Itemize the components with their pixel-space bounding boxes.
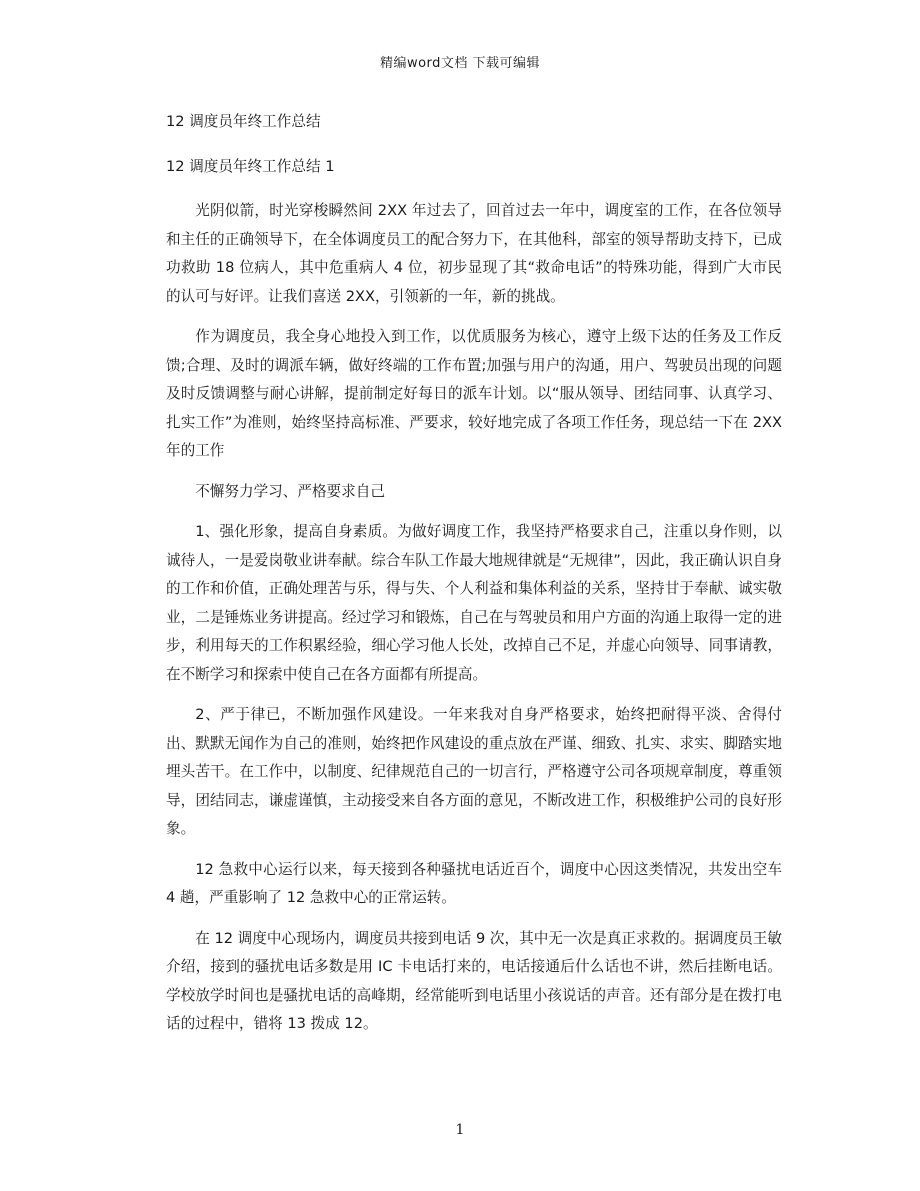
page-header: 精编word文档 下载可编辑 [379,56,541,71]
paragraph-nuisance-calls: 12 急救中心运行以来，每天接到各种骚扰电话近百个，调度中心因这类情况，共发出空车 4 趟，严重影响了 12 急救中心的正常运转。 [166,860,782,906]
paragraph-role: 作为调度员，我全身心地投入到工作，以优质服务为核心，遵守上级下达的任务及工作反馈;合理、及时的调派车辆，做好终端的工作布置;加强与用户的沟通，用户、驾驶员出现的问题及时反馈调整与耐心讲解，提前制定好每日的派车计划。以“服从领导、团结同事、认真学习、扎实工作”为准则，始终坚持高标准、严要求，较好地完成了各项工作任务，现总结一下在 2XX 年的工作 [166,328,782,459]
paragraph-dispatch-center: 在 12 调度中心现场内，调度员共接到电话 9 次，其中无一次是真正求救的。据调度员王敏介绍，接到的骚扰电话多数是用 IC 卡电话打来的，电话接通后什么话也不讲，然后挂断电话。学校放学时间也是骚扰电话的高峰期，经常能听到电话里小孩说话的声音。还有部分是在拨打电话的过程中，错将 13 拨成 12。 [166,929,782,1032]
document-subtitle: 12 调度员年终工作总结 1 [166,157,335,175]
paragraph-item-2: 2、严于律已，不断加强作风建设。一年来我对自身严格要求，始终把耐得平淡、舍得付出、默默无闻作为自己的准则，始终把作风建设的重点放在严谨、细致、扎实、求实、脚踏实地埋头苦干。在工作中，以制度、纪律规范自己的一切言行，严格遵守公司各项规章制度，尊重领导，团结同志，谦虚谨慎，主动接受来自各方面的意见，不断改进工作，积极维护公司的良好形象。 [166,706,782,837]
paragraph-intro: 光阴似箭，时光穿梭瞬然间 2XX 年过去了，回首过去一年中，调度室的工作，在各位领导和主任的正确领导下，在全体调度员工的配合努力下，在其他科，部室的领导帮助支持下，已成功救助 18 位病人，其中危重病人 4 位，初步显现了其“救命电话”的特殊功能，得到广大市民的认可与好评。让我们喜送 2XX，引领新的一年，新的挑战。 [166,202,782,305]
section-heading: 不懈努力学习、严格要求自己 [195,482,385,500]
page-number: 1 [455,1122,465,1138]
document-body [166,108,782,1051]
document-title: 12 调度员年终工作总结 [166,113,321,130]
paragraph-item-1: 1、强化形象，提高自身素质。为做好调度工作，我坚持严格要求自己，注重以身作则，以诚待人，一是爱岗敬业讲奉献。综合车队工作最大地规律就是“无规律”，因此，我正确认识自身的工作和价值，正确处理苦与乐，得与失、个人利益和集体利益的关系，坚持甘于奉献、诚实敬业，二是锤炼业务讲提高。经过学习和锻炼，自己在与驾驶员和用户方面的沟通上取得一定的进步，利用每天的工作积累经验，细心学习他人长处，改掉自己不足，并虚心向领导、同事请教，在不断学习和探索中使自己在各方面都有所提高。 [166,523,782,683]
